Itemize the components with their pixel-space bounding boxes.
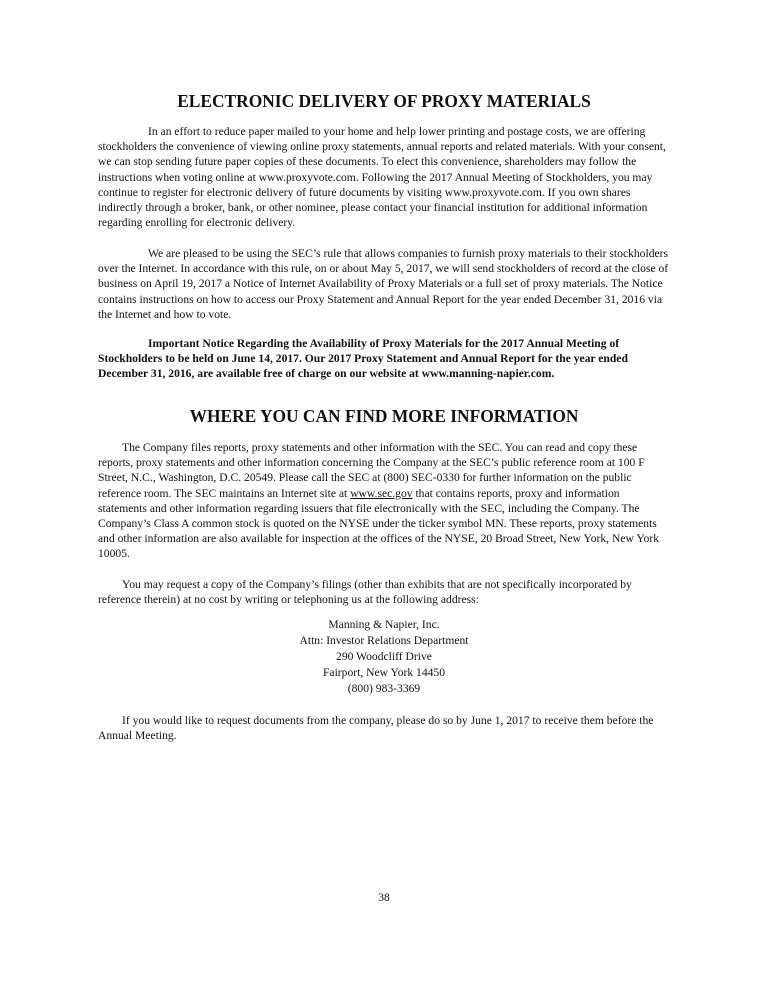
paragraph-company-filings	[98, 440, 670, 562]
section-heading-more-information: WHERE YOU CAN FIND MORE INFORMATION	[189, 406, 579, 426]
section-heading-electronic-delivery: ELECTRONIC DELIVERY OF PROXY MATERIALS	[177, 91, 591, 111]
paragraph-request-deadline: If you would like to request documents from the company, please do so by June 1, 2017 to receive them before the Annual Meeting.	[98, 714, 654, 743]
address-street: 290 Woodcliff Drive	[336, 650, 432, 663]
address-company: Manning & Napier, Inc.	[328, 618, 440, 631]
sec-website-link[interactable]: www.sec.gov	[350, 486, 413, 500]
filings-text-before-link: The Company files reports, proxy statements and other information with the SEC. You can read and copy these reports, proxy statements and other information concerning the Company at the SEC’s public reference room at 100 F Street, N.C., Washington, D.C. 20549. Please call the SEC at (800) SEC-0330 for further information on the public reference room. The SEC maintains an Internet site at	[98, 441, 645, 500]
mailing-address	[98, 617, 670, 697]
important-notice-paragraph: Important Notice Regarding the Availability of Proxy Materials for the 2017 Annual Meeting of Stockholders to be held on June 14, 2017. Our 2017 Proxy Statement and Annual Report for the year ended December 31, 2016, are available free of charge on our website at www.manning-napier.com.	[98, 337, 628, 381]
address-attention: Attn: Investor Relations Department	[299, 634, 469, 647]
paragraph-request-copy: You may request a copy of the Company’s filings (other than exhibits that are not specifically incorporated by reference therein) at no cost by writing or telephoning us at the following address:	[98, 578, 632, 607]
filings-text-after-link: that contains reports, proxy and information statements and other information regarding issuers that file electronically with the SEC, including the Company. The Company’s Class A common stock is quoted on the NYSE under the ticker symbol MN. These reports, proxy statements and other information are also available for inspection at the offices of the NYSE, 20 Broad Street, New York, New York 10005.	[98, 486, 659, 561]
address-phone: (800) 983-3369	[347, 682, 421, 695]
address-city: Fairport, New York 14450	[322, 666, 446, 679]
paragraph-sec-rule: We are pleased to be using the SEC’s rule that allows companies to furnish proxy materials to their stockholders over the Internet. In accordance with this rule, on or about May 5, 2017, we will send stockholders of record at the close of business on April 19, 2017 a Notice of Internet Availability of Proxy Materials or a full set of proxy materials. The Notice contains instructions on how to access our Proxy Statement and Annual Report for the year ended December 31, 2016 via the Internet and how to vote.	[98, 247, 669, 321]
page-number: 38	[378, 891, 390, 904]
paragraph-electronic-delivery: In an effort to reduce paper mailed to your home and help lower printing and postage costs, we are offering stockholders the convenience of viewing online proxy statements, annual reports and related materials. With your consent, we can stop sending future paper copies of these documents. To elect this convenience, shareholders may follow the instructions when voting online at www.proxyvote.com. Following the 2017 Annual Meeting of Stockholders, you may continue to register for electronic delivery of future documents by visiting www.proxyvote.com. If you own shares indirectly through a broker, bank, or other nominee, please contact your financial institution for additional information regarding enrolling for electronic delivery.	[98, 125, 666, 230]
